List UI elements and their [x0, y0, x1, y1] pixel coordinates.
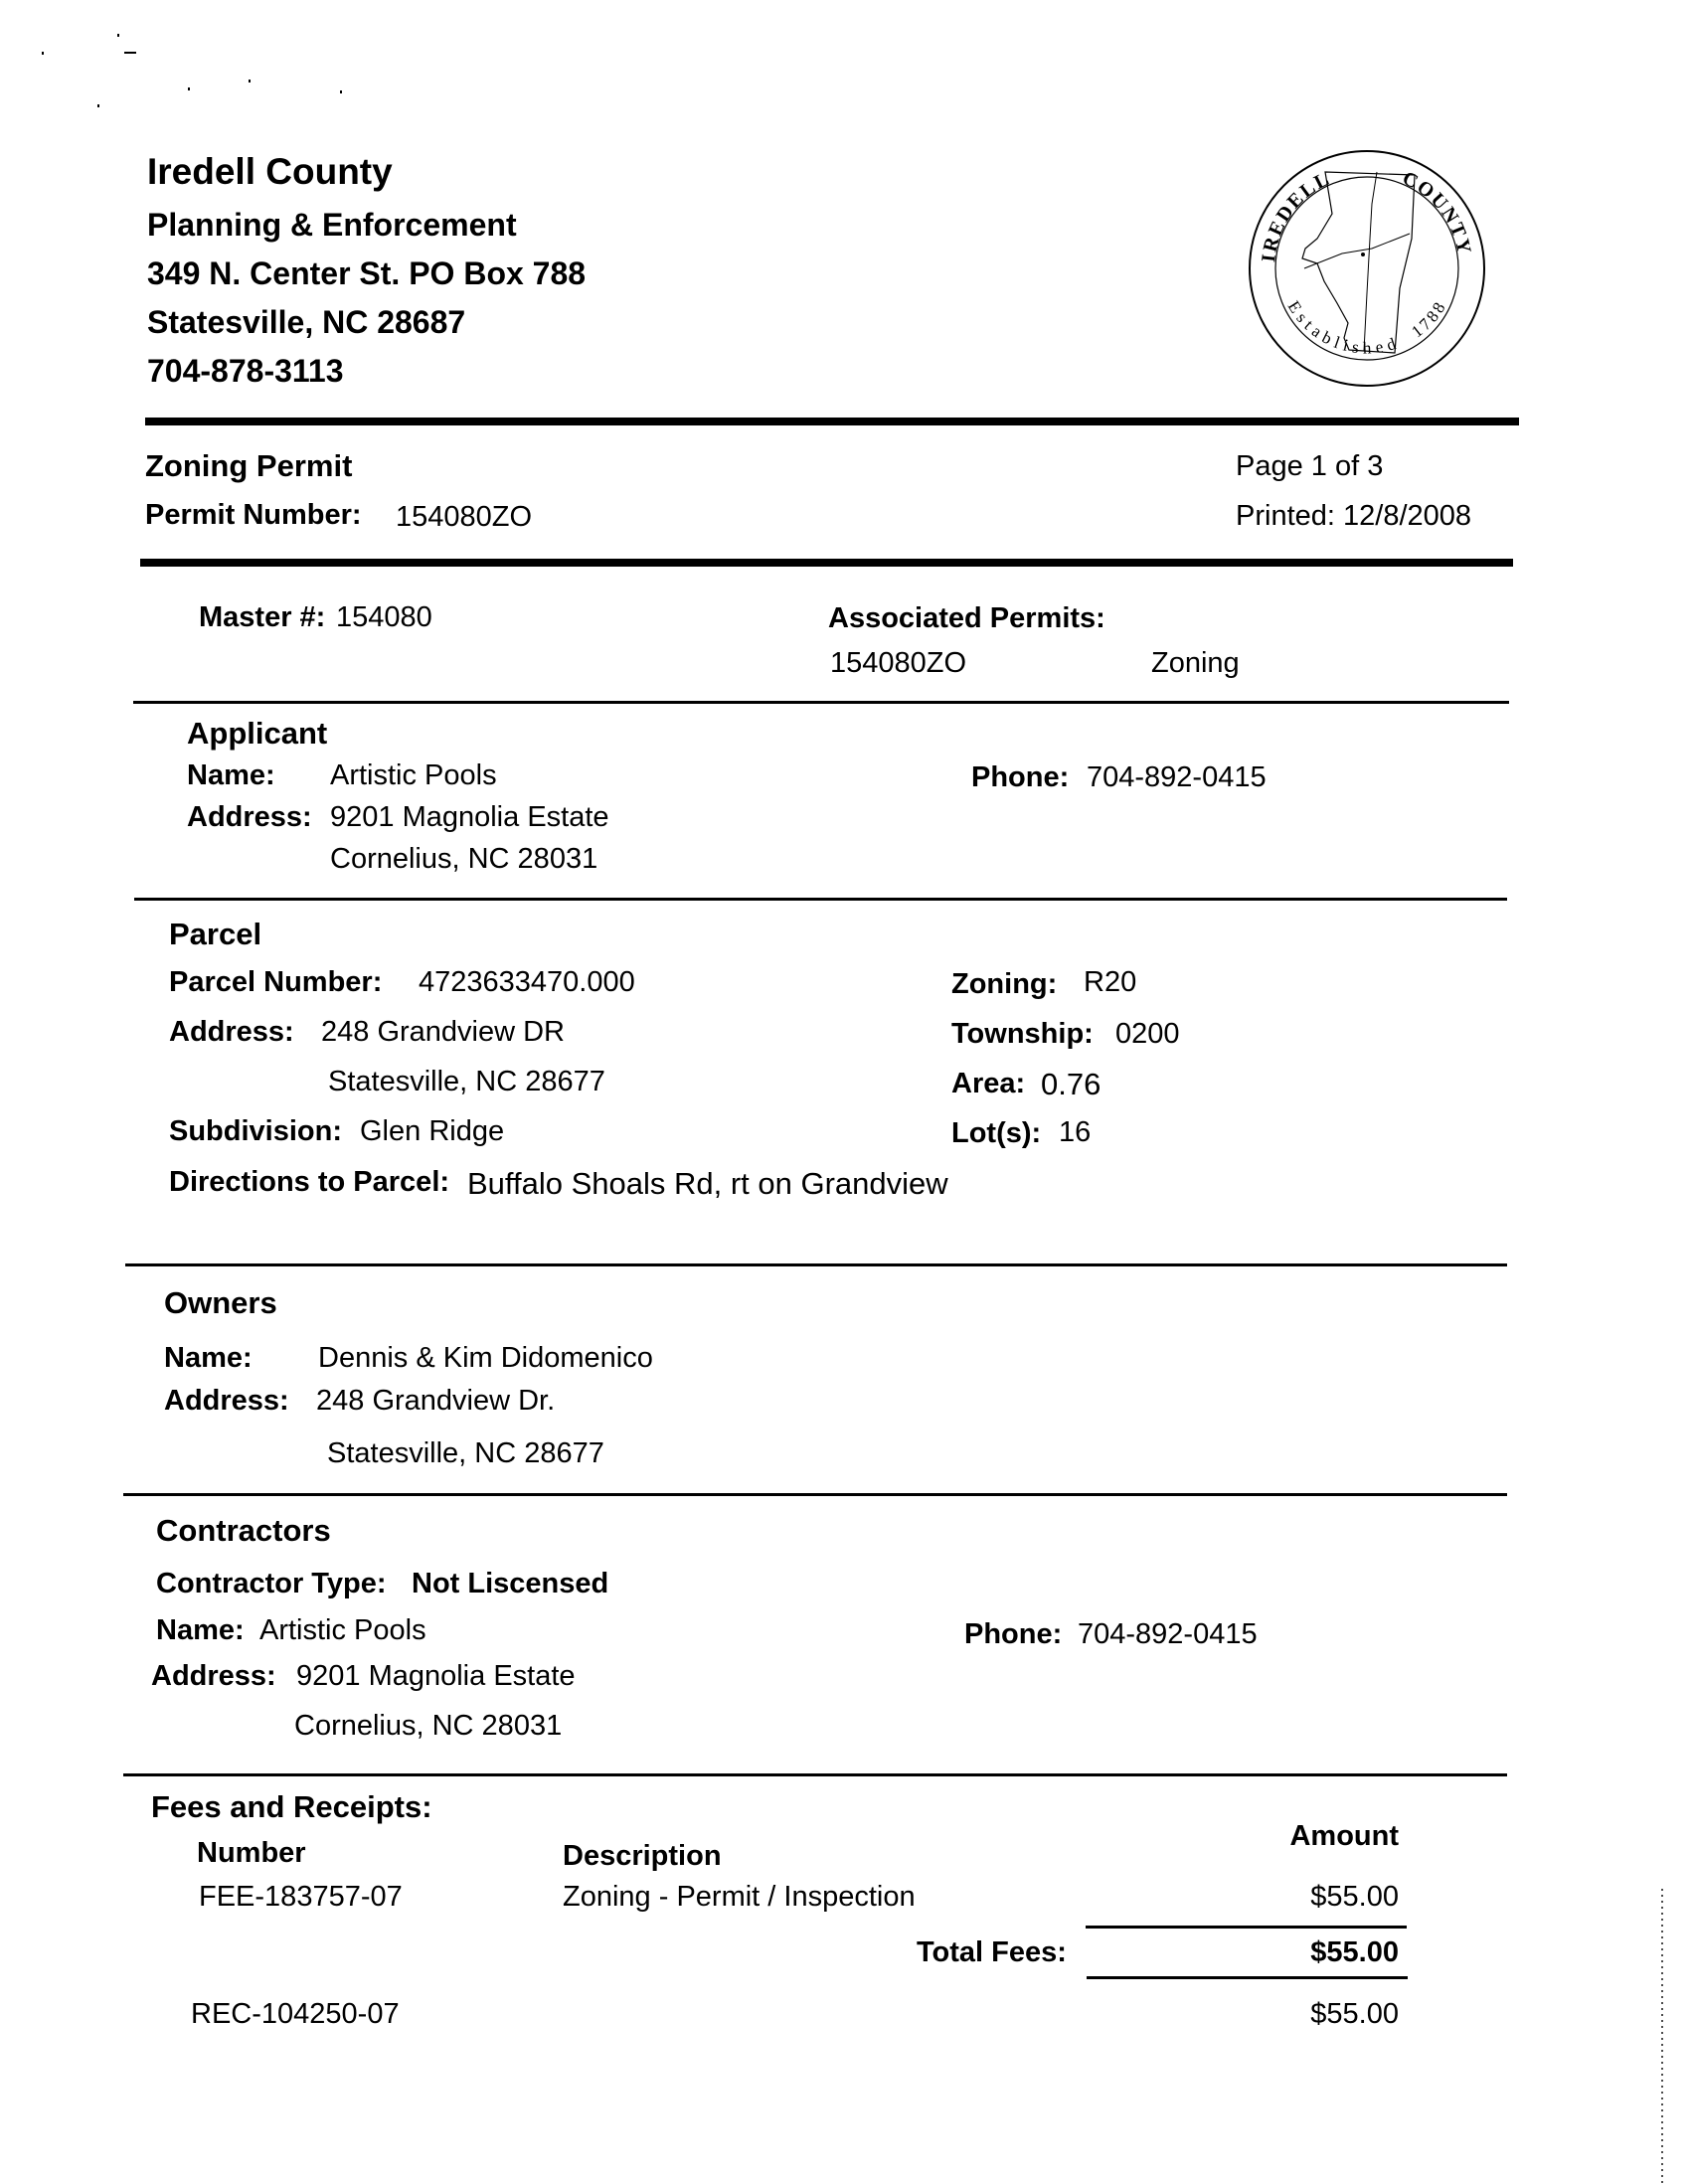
page-indicator: Page 1 of 3 — [1236, 450, 1384, 482]
owner-address-line1: 248 Grandview Dr. — [316, 1385, 556, 1417]
applicant-phone: 704-892-0415 — [1087, 761, 1267, 793]
lots: 16 — [1059, 1116, 1092, 1148]
scan-speck — [188, 87, 190, 90]
permit-number: 154080ZO — [396, 501, 533, 533]
contractor-address-label: Address: — [151, 1660, 276, 1692]
area: 0.76 — [1041, 1067, 1101, 1101]
section-divider — [134, 898, 1507, 901]
associated-permits-label: Associated Permits: — [828, 602, 1105, 634]
master-number: 154080 — [336, 601, 432, 633]
owner-address-label: Address: — [164, 1385, 289, 1417]
contractor-name-label: Name: — [156, 1614, 245, 1646]
subdivision-label: Subdivision: — [169, 1115, 342, 1147]
fees-column-description: Description — [563, 1840, 722, 1872]
owner-address-line2: Statesville, NC 28677 — [327, 1437, 604, 1469]
owner-name-label: Name: — [164, 1342, 253, 1374]
total-underline-bottom — [1087, 1976, 1408, 1979]
department: Planning & Enforcement — [147, 207, 517, 243]
applicant-name-label: Name: — [187, 759, 275, 791]
fees-title: Fees and Receipts: — [151, 1789, 432, 1824]
scan-speck — [42, 52, 44, 55]
contractor-name: Artistic Pools — [259, 1614, 426, 1646]
fee-number: FEE-183757-07 — [199, 1881, 403, 1913]
svg-text:IREDELL: IREDELL — [1258, 167, 1335, 263]
city-state-zip: Statesville, NC 28687 — [147, 304, 466, 340]
applicant-phone-label: Phone: — [971, 761, 1070, 793]
zoning: R20 — [1084, 966, 1137, 998]
owner-name: Dennis & Kim Didomenico — [318, 1342, 653, 1374]
associated-permit-number: 154080ZO — [830, 647, 967, 679]
printed-date: Printed: 12/8/2008 — [1236, 500, 1472, 532]
street-address: 349 N. Center St. PO Box 788 — [147, 255, 587, 291]
svg-text:1788: 1788 — [1408, 296, 1451, 342]
svg-text:COUNTY: COUNTY — [1399, 167, 1476, 257]
parcel-address-line1: 248 Grandview DR — [321, 1016, 565, 1048]
contractor-type: Not Liscensed — [412, 1568, 609, 1599]
section-divider — [123, 1773, 1507, 1776]
contractor-type-label: Contractor Type: — [156, 1568, 387, 1599]
township-label: Township: — [951, 1018, 1094, 1050]
org-phone: 704-878-3113 — [147, 353, 344, 389]
applicant-name: Artistic Pools — [330, 759, 497, 791]
contractor-phone-label: Phone: — [964, 1618, 1063, 1650]
total-fees-amount: $55.00 — [1310, 1936, 1399, 1968]
permit-divider — [140, 559, 1513, 567]
scan-speck — [117, 34, 119, 37]
applicant-address-line1: 9201 Magnolia Estate — [330, 801, 609, 833]
contractor-address-line2: Cornelius, NC 28031 — [294, 1710, 563, 1742]
township: 0200 — [1115, 1018, 1180, 1050]
fees-column-amount: Amount — [1289, 1820, 1399, 1852]
parcel-title: Parcel — [169, 917, 262, 951]
scan-speck — [249, 80, 251, 83]
contractors-title: Contractors — [156, 1513, 331, 1548]
section-divider — [123, 1493, 1507, 1496]
fee-description: Zoning - Permit / Inspection — [563, 1881, 916, 1913]
county-seal-icon — [1243, 144, 1491, 393]
header-divider — [145, 418, 1519, 425]
directions-label: Directions to Parcel: — [169, 1166, 450, 1198]
associated-permit-type: Zoning — [1151, 647, 1240, 679]
subdivision: Glen Ridge — [360, 1115, 505, 1147]
scan-speck — [97, 104, 99, 107]
contractor-address-line1: 9201 Magnolia Estate — [296, 1660, 576, 1692]
total-fees-label: Total Fees: — [917, 1936, 1067, 1968]
applicant-title: Applicant — [187, 716, 328, 751]
scan-edge-artifact — [1661, 1889, 1663, 2184]
parcel-address-line2: Statesville, NC 28677 — [328, 1066, 605, 1097]
scan-speck — [124, 52, 136, 54]
svg-text:Established: Established — [1283, 297, 1404, 358]
master-label: Master #: — [199, 601, 326, 633]
scan-speck — [340, 90, 342, 93]
parcel-number-label: Parcel Number: — [169, 966, 383, 998]
receipt-amount: $55.00 — [1310, 1998, 1399, 2030]
total-underline-top — [1086, 1926, 1407, 1929]
applicant-address-line2: Cornelius, NC 28031 — [330, 843, 598, 875]
owners-title: Owners — [164, 1285, 277, 1320]
fees-column-number: Number — [197, 1837, 306, 1869]
permit-title: Zoning Permit — [145, 448, 353, 483]
receipt-number: REC-104250-07 — [191, 1998, 400, 2030]
org-name: Iredell County — [147, 151, 393, 192]
zoning-label: Zoning: — [951, 968, 1058, 1000]
contractor-phone: 704-892-0415 — [1078, 1618, 1258, 1650]
parcel-address-label: Address: — [169, 1016, 294, 1048]
parcel-number: 4723633470.000 — [419, 966, 635, 998]
applicant-address-label: Address: — [187, 801, 312, 833]
area-label: Area: — [951, 1068, 1026, 1099]
permit-number-label: Permit Number: — [145, 499, 362, 531]
directions: Buffalo Shoals Rd, rt on Grandview — [467, 1166, 948, 1201]
lots-label: Lot(s): — [951, 1117, 1042, 1149]
fee-amount: $55.00 — [1310, 1881, 1399, 1913]
section-divider — [133, 701, 1509, 704]
section-divider — [125, 1263, 1507, 1266]
